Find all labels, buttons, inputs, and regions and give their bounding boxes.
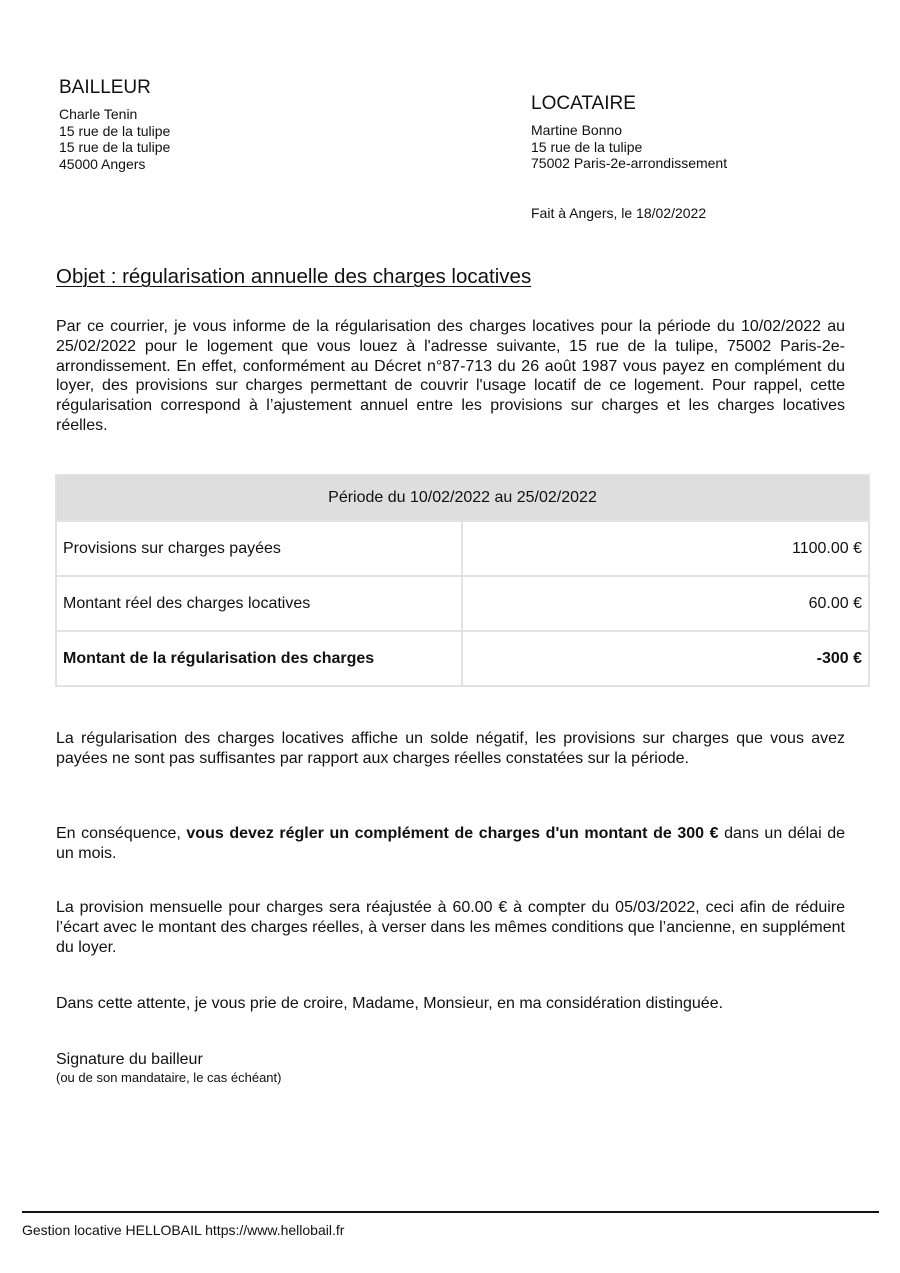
row-value-regularisation: -300 €	[462, 631, 869, 686]
closing-formula: Dans cette attente, je vous prie de croire, Madame, Monsieur, en ma considération distinguée.	[56, 995, 724, 1012]
provision-adjustment-paragraph: La provision mensuelle pour charges sera réajustée à 60.00 € à compter du 05/03/2022, ceci afin de réduire l’écart avec le montant des charges réelles, à verser dans les mêmes conditions que l’ancienne, en supplément du loyer.	[56, 899, 845, 956]
period-header: Période du 10/02/2022 au 25/02/2022	[56, 475, 869, 521]
table-row	[56, 576, 869, 631]
bailleur-name: Charle Tenin	[59, 106, 138, 122]
locataire-block	[531, 93, 727, 172]
bailleur-address-line-2: 15 rue de la tulipe	[59, 139, 171, 155]
row-label-regularisation: Montant de la régularisation des charges	[56, 631, 462, 686]
row-label-provisions: Provisions sur charges payées	[56, 521, 462, 576]
letter-subject: Objet : régularisation annuelle des charges locatives	[56, 265, 532, 288]
locataire-name: Martine Bonno	[531, 122, 623, 138]
table-header-row	[56, 475, 869, 521]
footer-text: Gestion locative HELLOBAIL https://www.hellobail.fr	[22, 1222, 345, 1238]
table-row	[56, 521, 869, 576]
row-label-montant-reel: Montant réel des charges locatives	[56, 576, 462, 631]
negative-balance-paragraph: La régularisation des charges locatives affiche un solde négatif, les provisions sur charges que vous avez payées ne sont pas suffisantes par rapport aux charges réelles constatées sur la période.	[56, 730, 845, 767]
signature-note: (ou de son mandataire, le cas échéant)	[56, 1070, 282, 1085]
bailleur-title: BAILLEUR	[59, 77, 151, 98]
consequence-text-before: En conséquence,	[56, 825, 187, 842]
signature-title: Signature du bailleur	[56, 1051, 203, 1068]
bailleur-block	[59, 77, 170, 172]
footer-divider	[22, 1211, 879, 1213]
table-row-total	[56, 631, 869, 686]
consequence-text-after: dans un délai de un mois.	[56, 825, 846, 862]
consequence-paragraph	[56, 824, 845, 864]
bailleur-address-line-1: 15 rue de la tulipe	[59, 122, 171, 139]
date-place-line: Fait à Angers, le 18/02/2022	[531, 205, 707, 221]
locataire-address: 15 rue de la tulipe	[531, 138, 643, 155]
signature-block	[56, 1050, 281, 1086]
consequence-amount-due: vous devez régler un complément de charges d'un montant de 300 €	[186, 825, 719, 842]
bailleur-city: 45000 Angers	[59, 155, 146, 172]
row-value-montant-reel: 60.00 €	[462, 576, 869, 631]
regularisation-table	[55, 474, 870, 687]
intro-paragraph: Par ce courrier, je vous informe de la régularisation des charges locatives pour la période du 10/02/2022 au 25/02/2022 pour le logement que vous louez à l'adresse suivante, 15 rue de la tulipe, 75002 Paris-2e-arrondissement. En effet, conformément au Décret n°87-713 du 26 août 1987 vous payez en complément du loyer, des provisions sur charges permettant de couvrir l'usage locatif de ce logement. Pour rappel, cette régularisation correspond à l’ajustement annuel entre les provisions sur charges et les charges locatives réelles.	[56, 318, 845, 434]
locataire-title: LOCATAIRE	[531, 93, 636, 114]
row-value-provisions: 1100.00 €	[462, 521, 869, 576]
locataire-city: 75002 Paris-2e-arrondissement	[531, 155, 728, 171]
